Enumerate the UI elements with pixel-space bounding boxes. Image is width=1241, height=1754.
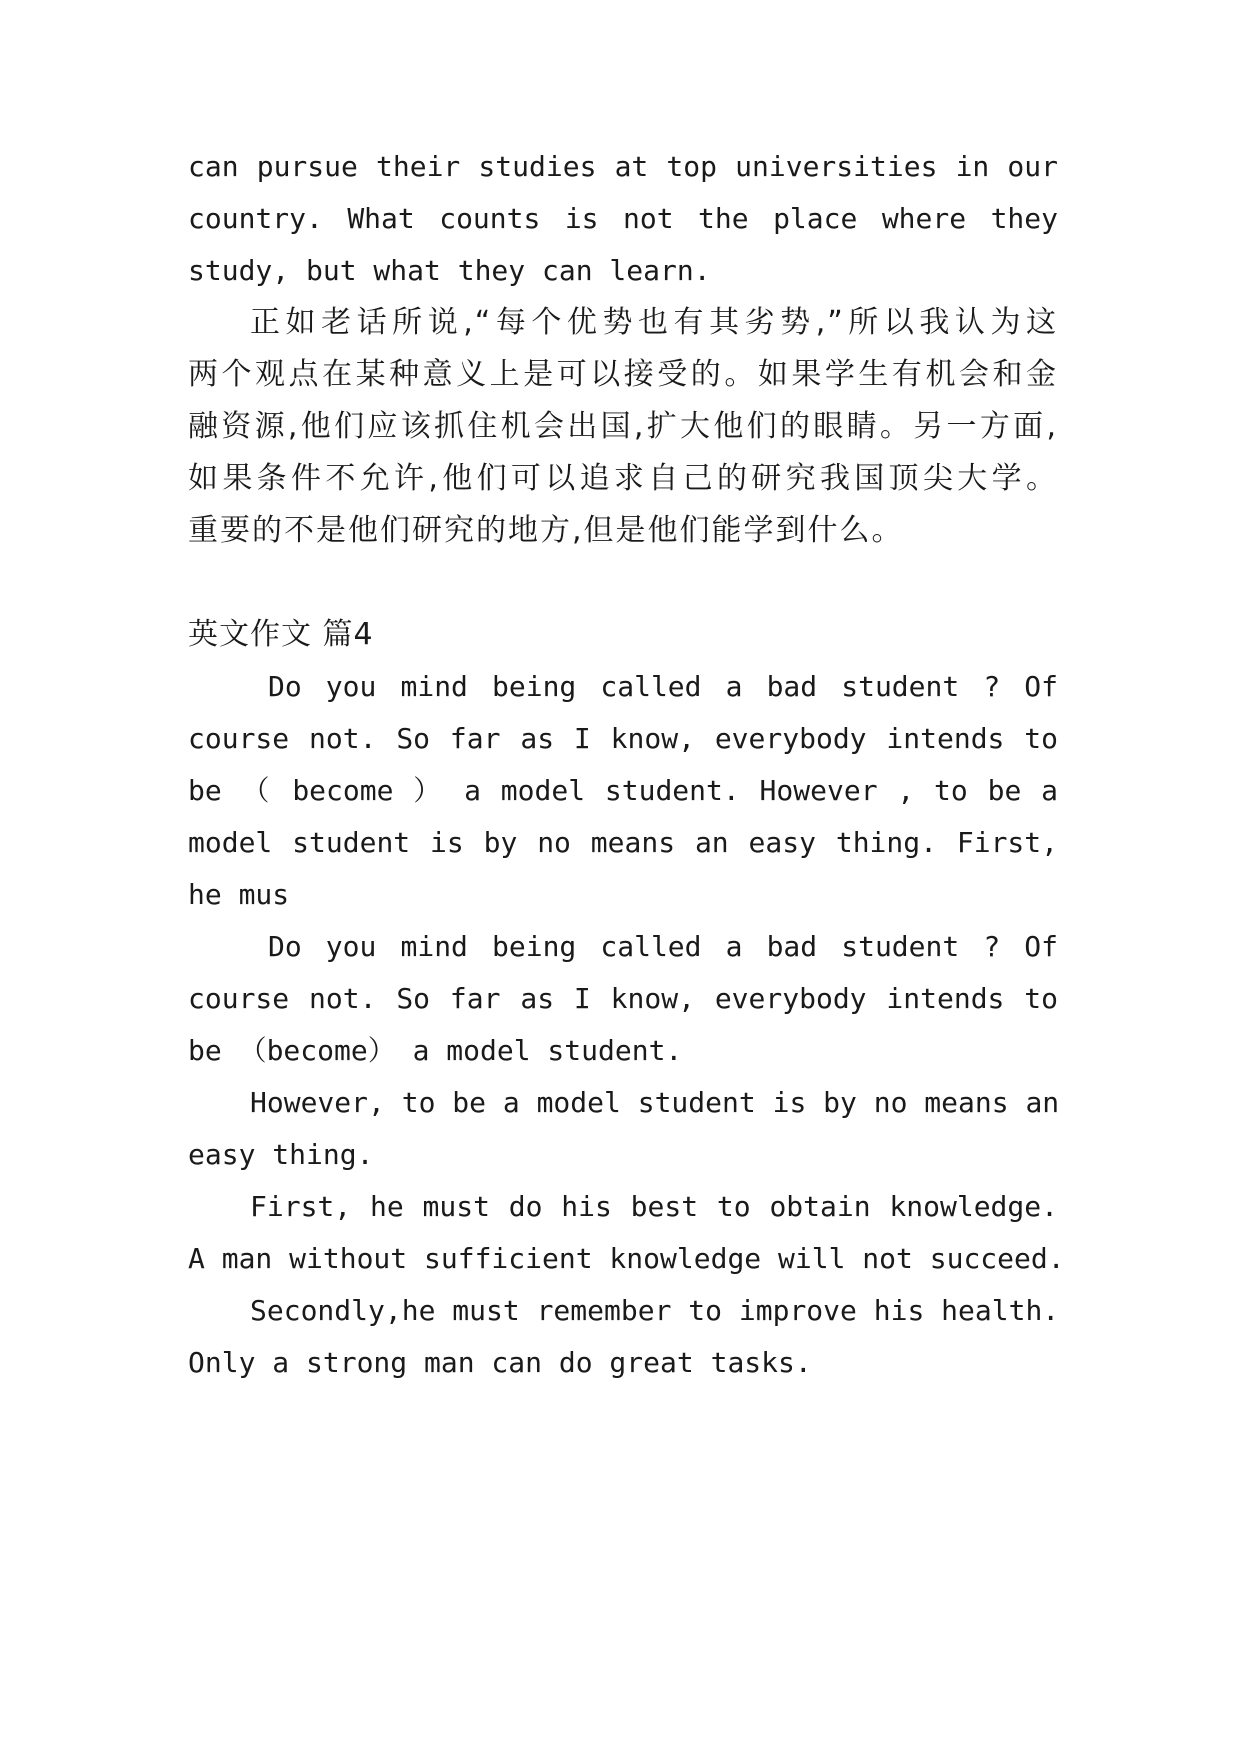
text-line: be （ become ） a model student. However , to be a xyxy=(188,774,1058,807)
text-line: Only a strong man can do great tasks. xyxy=(188,1346,812,1379)
text-line: he mus xyxy=(188,878,290,911)
text-line: 融资源,他们应该抓住机会出国,扩大他们的眼睛。另一方面, xyxy=(188,409,1058,444)
text-line: A man without sufficient knowledge will not succeed. xyxy=(188,1242,1065,1275)
text-line: country. What counts is not the place where they xyxy=(188,202,1058,235)
text-line: be （become） a model student. xyxy=(188,1034,683,1067)
section-heading: 英文作文 篇4 xyxy=(188,617,374,652)
text-line: 两个观点在某种意义上是可以接受的。如果学生有机会和金 xyxy=(188,357,1058,392)
text-line: First, he must do his best to obtain knowledge. xyxy=(250,1190,1058,1223)
text-line: course not. So far as I know, everybody intends to xyxy=(188,722,1058,755)
text-line: can pursue their studies at top universities in our xyxy=(188,150,1058,183)
text-line: 重要的不是他们研究的地方,但是他们能学到什么。 xyxy=(188,513,904,548)
text-line: model student is by no means an easy thing. First, xyxy=(188,826,1058,859)
text-line: However, to be a model student is by no means an xyxy=(250,1086,1060,1119)
text-line: study, but what they can learn. xyxy=(188,254,711,287)
text-line: Do you mind being called a bad student ? Of xyxy=(268,670,1058,703)
text-line: easy thing. xyxy=(188,1138,374,1171)
text-line: course not. So far as I know, everybody intends to xyxy=(188,982,1058,1015)
text-line: Secondly,he must remember to improve his health. xyxy=(250,1294,1060,1327)
text-line: 如果条件不允许,他们可以追求自己的研究我国顶尖大学。 xyxy=(188,461,1058,496)
text-line: Do you mind being called a bad student ? Of xyxy=(268,930,1058,963)
text-line: 正如老话所说,“每个优势也有其劣势,”所以我认为这 xyxy=(250,305,1058,340)
